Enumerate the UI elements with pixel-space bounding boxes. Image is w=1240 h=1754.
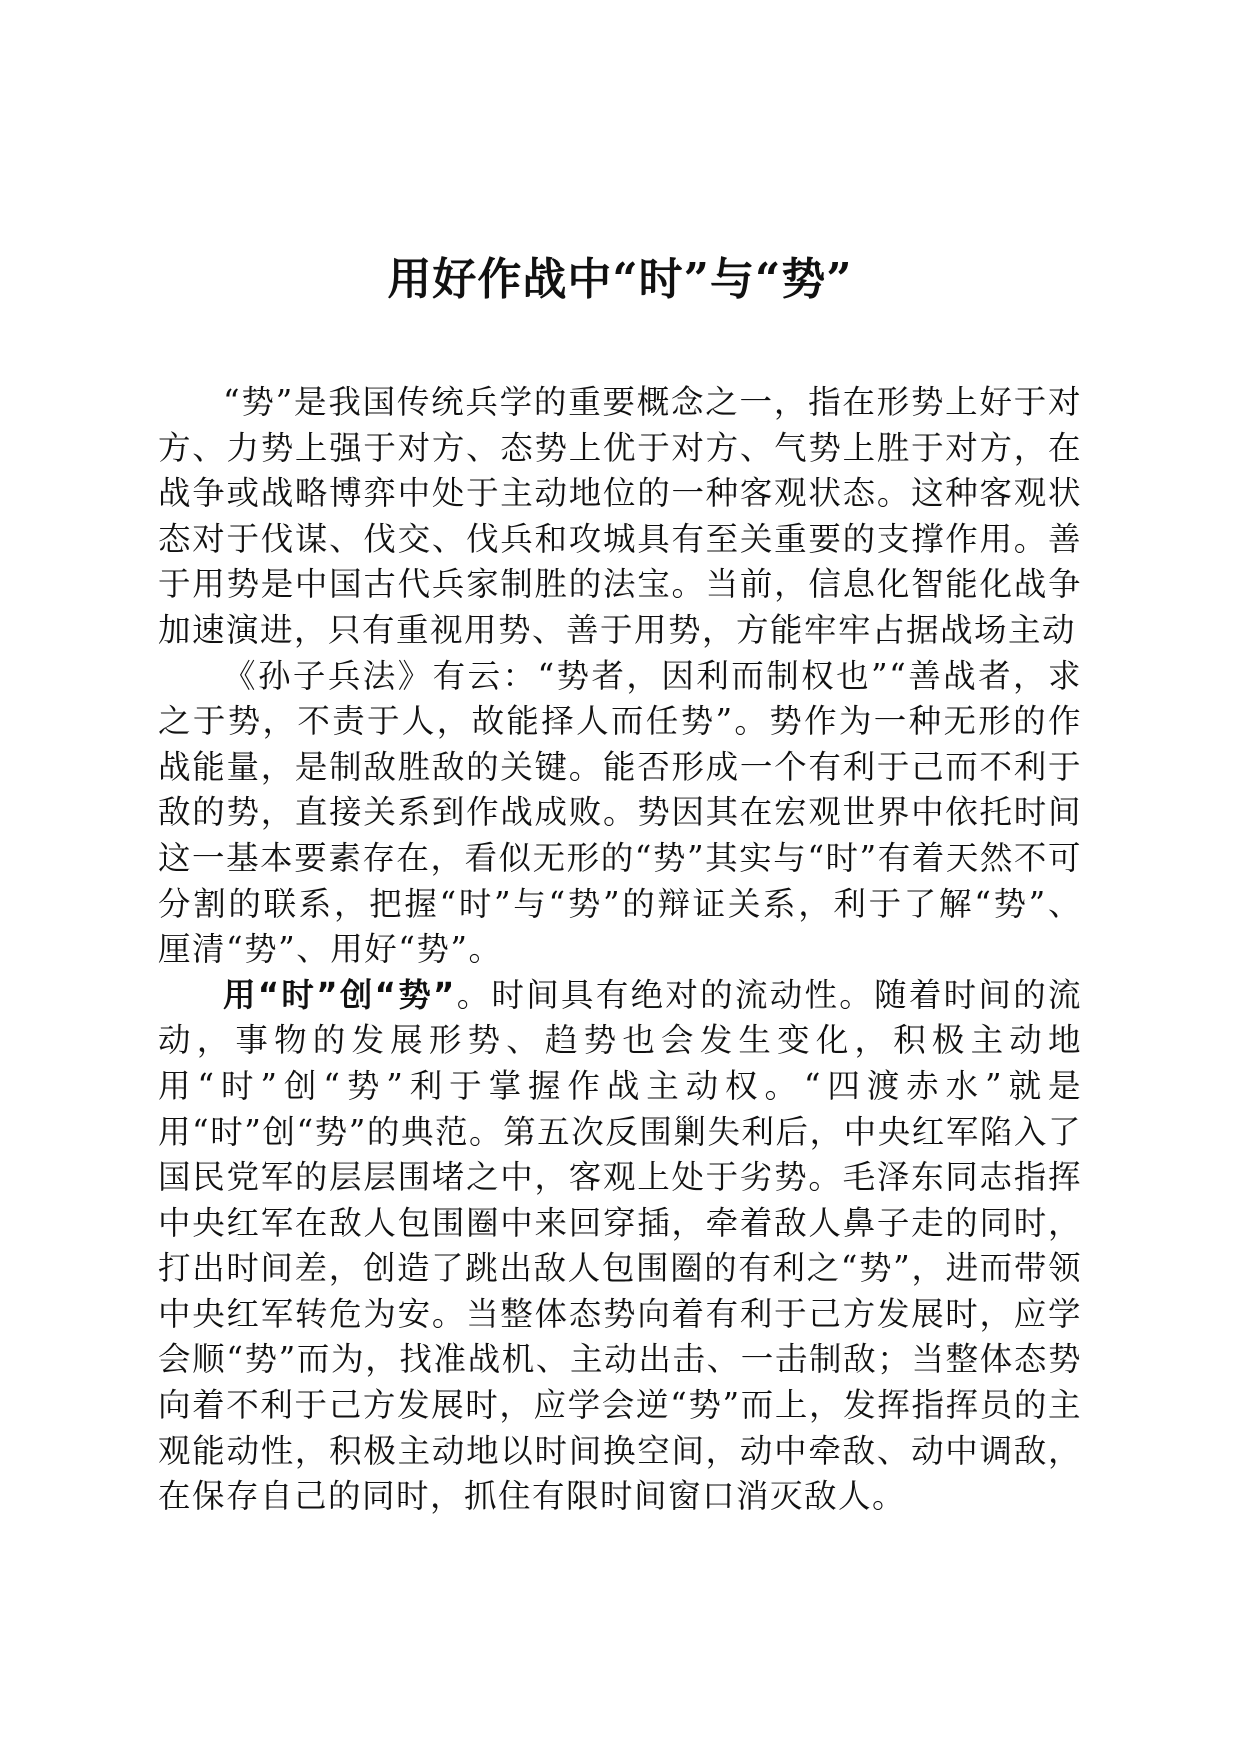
paragraph-3-lead-heading: 用“时”创“势” [223,975,456,1014]
document-title: 用好作战中“时”与“势” [387,254,853,305]
paragraph-2 [158,654,1082,973]
paragraph-3-text: 。时间具有绝对的流动性。随着时间的流动，事物的发展形势、趋势也会发生变化，积极主动地用“时”创“势”利于掌握作战主动权。“四渡赤水”就是用“时”创“势”的典范。第五次反围剿失利后，中央红军陷入了国民党军的层层围堵之中，客观上处于劣势。毛泽东同志指挥中央红军在敌人包围圈中来回穿插，牵着敌人鼻子走的同时，打出时间差，创造了跳出敌人包围圈的有利之“势”，进而带领中央红军转危为安。当整体态势向着有利于己方发展时，应学会顺“势”而为，找准战机、主动出击、一击制敌；当整体态势向着不利于己方发展时，应学会逆“势”而上，发挥指挥员的主观能动性，积极主动地以时间换空间，动中牵敌、动中调敌，在保存自己的同时，抓住有限时间窗口消灭敌人。 [158,975,1082,1516]
paragraph-1-text: “势”是我国传统兵学的重要概念之一，指在形势上好于对方、力势上强于对方、态势上优于对方、气势上胜于对方，在战争或战略博弈中处于主动地位的一种客观状态。这种客观状态对于伐谋、伐交、伐兵和攻城具有至关重要的支撑作用。善于用势是中国古代兵家制胜的法宝。当前，信息化智能化战争加速演进，只有重视用势、善于用势，方能牢牢占据战场主动 [158,383,1082,649]
paragraph-2-text: 《孙子兵法》有云：“势者，因利而制权也”“善战者，求之于势，不责于人，故能择人而任势”。势作为一种无形的作战能量，是制敌胜敌的关键。能否形成一个有利于己而不利于敌的势，直接关系到作战成败。势因其在宏观世界中依托时间这一基本要素存在，看似无形的“势”其实与“时”有着天然不可分割的联系，把握“时”与“势”的辩证关系，利于了解“势”、厘清“势”、用好“势”。 [158,656,1082,969]
paragraph-3 [158,973,1082,1520]
document-body [158,380,1082,1520]
paragraph-1 [158,380,1082,654]
